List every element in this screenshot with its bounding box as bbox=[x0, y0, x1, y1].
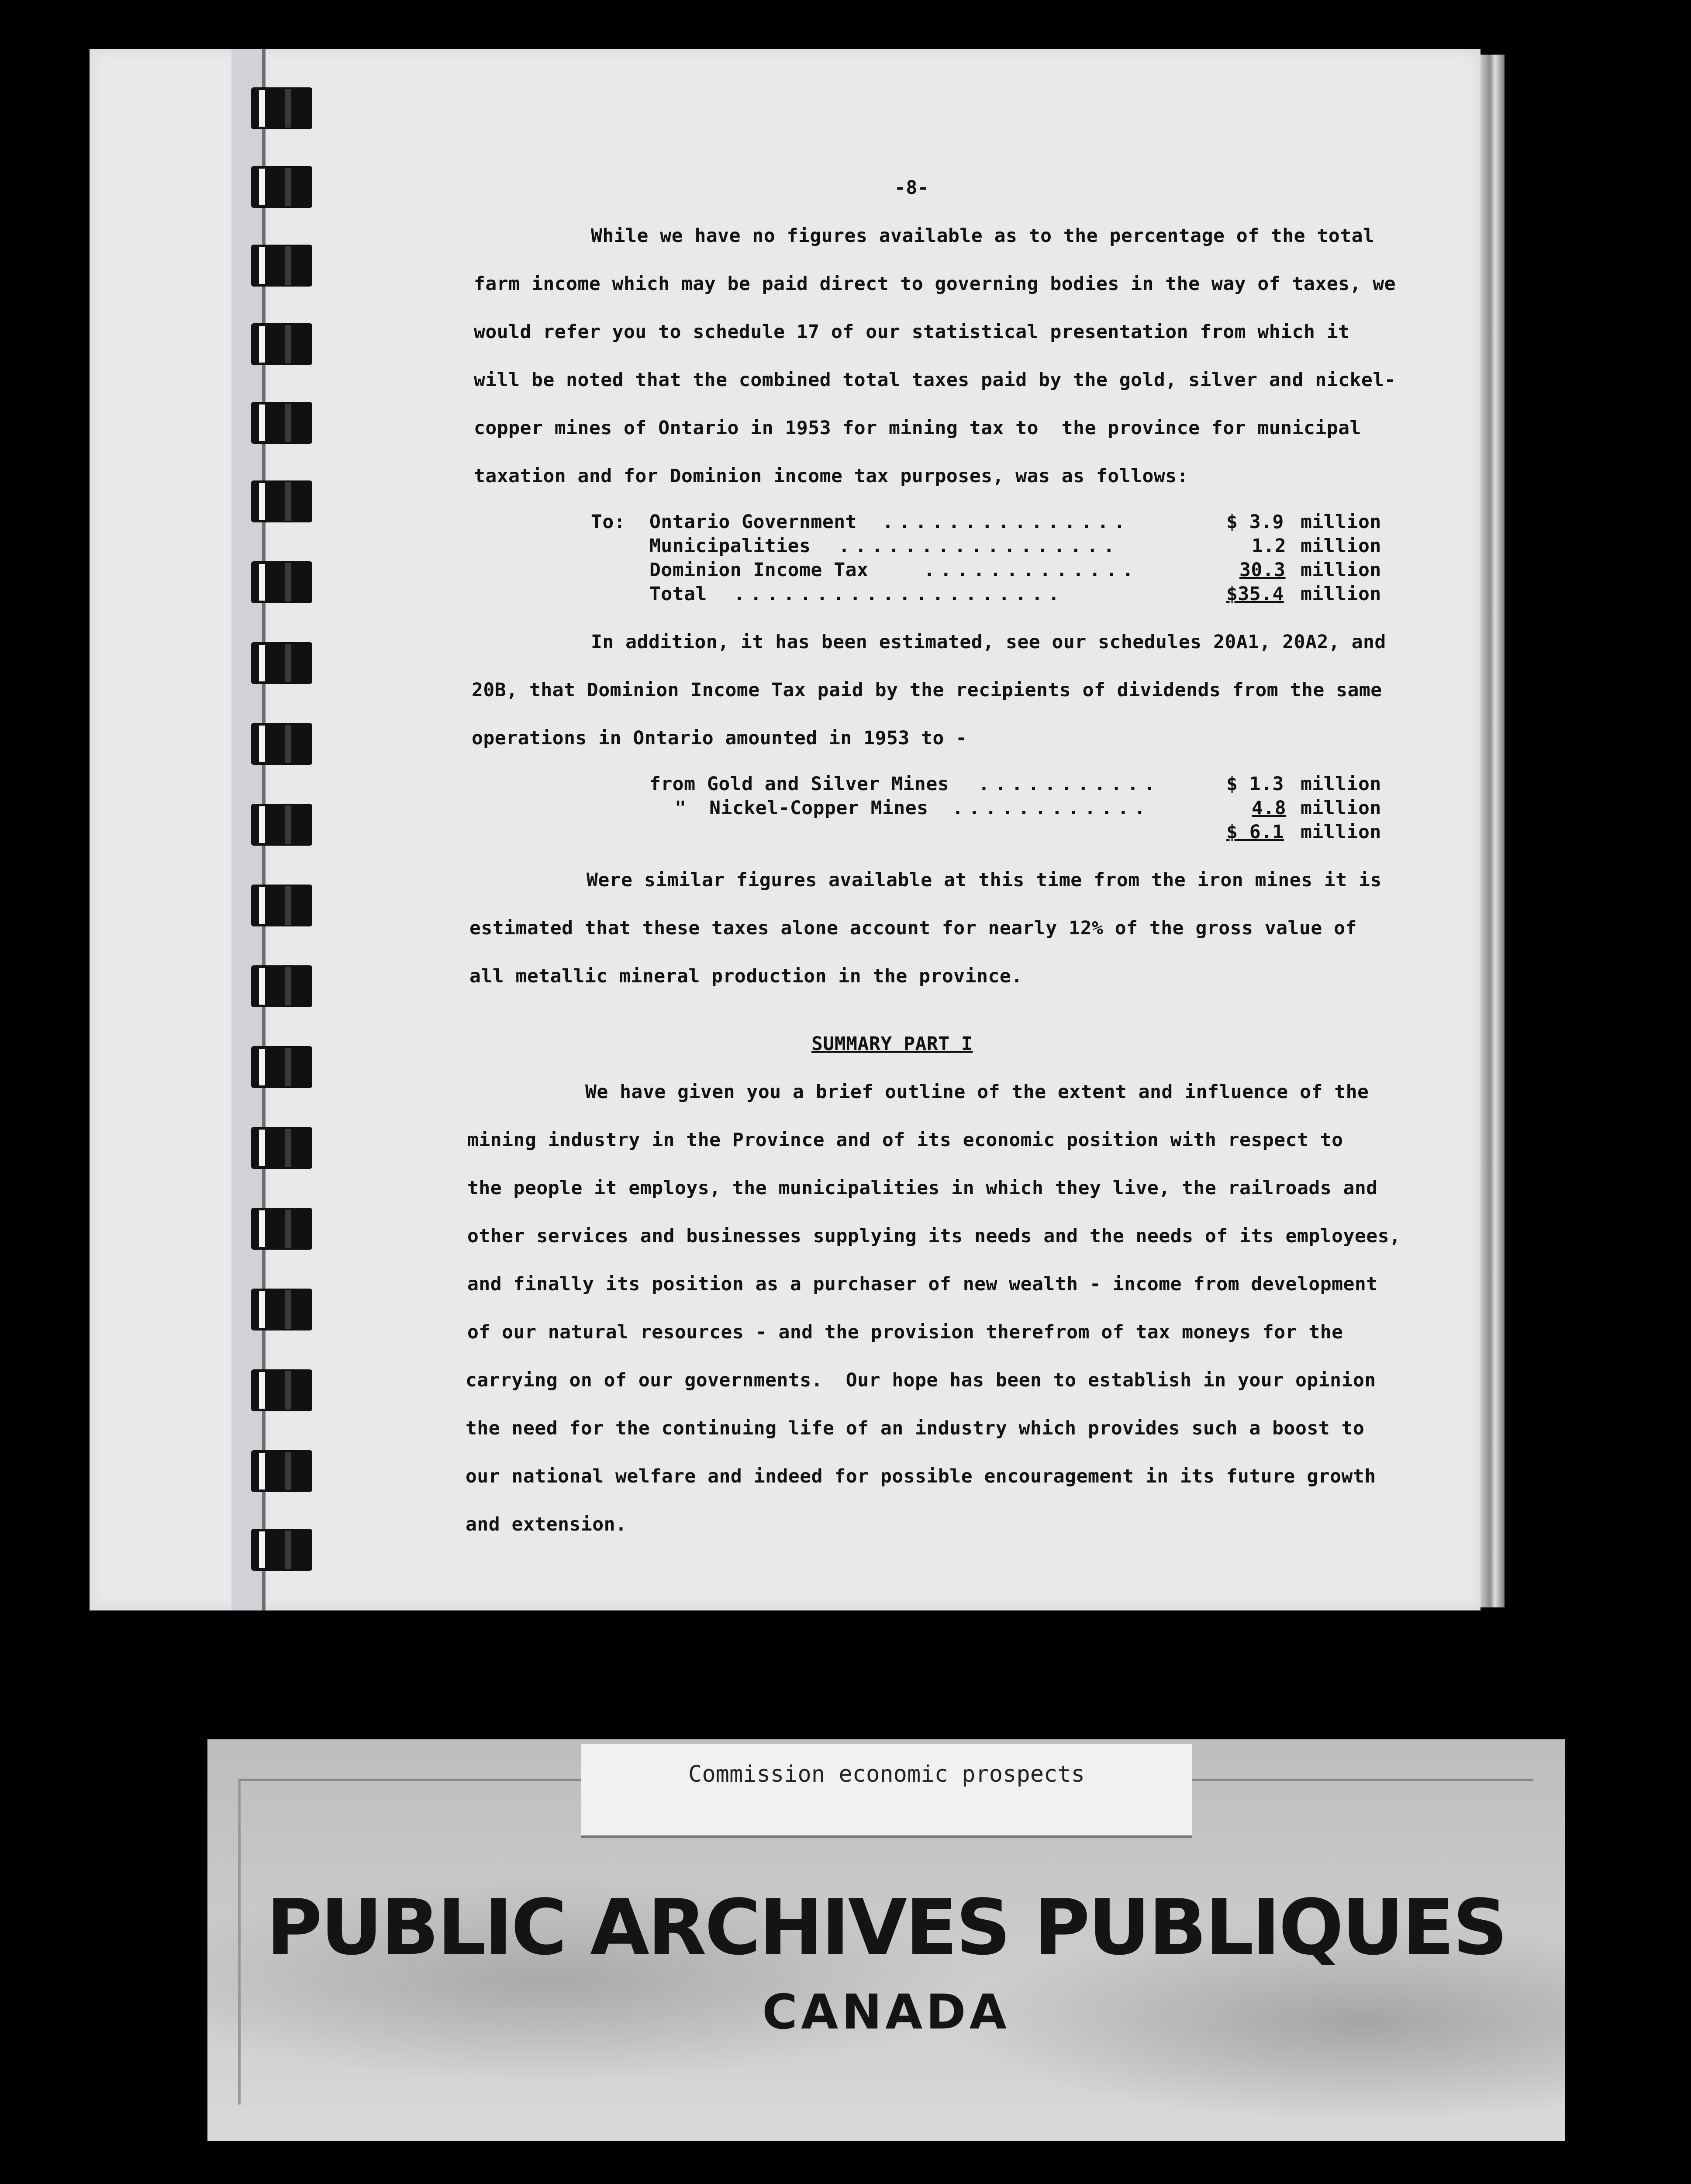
paragraph-line: While we have no figures available as to the percentage of the total bbox=[591, 225, 1375, 247]
archive-stamp bbox=[207, 1739, 1565, 2141]
dot-leader: ........... bbox=[978, 773, 1160, 795]
dot-leader: ............. bbox=[924, 559, 1139, 581]
table-row-label: from Gold and Silver Mines bbox=[649, 773, 949, 795]
table-row-unit: million bbox=[1301, 583, 1381, 605]
paragraph-line: the people it employs, the municipalities in which they live, the railroads and bbox=[467, 1177, 1378, 1199]
table-row-amount: 30.3 bbox=[1239, 559, 1286, 581]
paragraph-line: mining industry in the Province and of its economic position with respect to bbox=[467, 1129, 1343, 1151]
paragraph-line: and extension. bbox=[466, 1514, 627, 1535]
spiral-coil bbox=[251, 642, 312, 684]
paragraph-line: operations in Ontario amounted in 1953 to - bbox=[472, 727, 967, 749]
spiral-coil bbox=[251, 1208, 312, 1250]
spiral-coil bbox=[251, 480, 312, 522]
paragraph-line: 20B, that Dominion Income Tax paid by the recipients of dividends from the same bbox=[472, 679, 1382, 701]
table-row-amount: $ 3.9 bbox=[1226, 511, 1284, 533]
table-row-label: Ontario Government bbox=[649, 511, 857, 533]
table-row-unit: million bbox=[1301, 535, 1381, 557]
spiral-coil bbox=[251, 804, 312, 846]
spiral-coil bbox=[251, 1127, 312, 1169]
spiral-coil bbox=[251, 1450, 312, 1492]
spiral-coil bbox=[251, 245, 312, 287]
table-row-label: " Nickel-Copper Mines bbox=[675, 797, 928, 819]
paragraph-line: the need for the continuing life of an industry which provides such a boost to bbox=[466, 1417, 1365, 1439]
dot-leader: ............... bbox=[882, 511, 1131, 533]
table-row-unit: million bbox=[1301, 773, 1381, 795]
page-edge bbox=[1480, 55, 1505, 1607]
spiral-coil bbox=[251, 323, 312, 365]
archive-label: Commission economic prospects bbox=[688, 1761, 1085, 1787]
table-row-amount: 1.2 bbox=[1252, 535, 1287, 557]
paragraph-line: We have given you a brief outline of the extent and influence of the bbox=[585, 1081, 1369, 1103]
table-total-amount: $ 6.1 bbox=[1226, 821, 1284, 843]
table-row-unit: million bbox=[1301, 821, 1381, 843]
paragraph-line: our national welfare and indeed for possible encouragement in its future growth bbox=[466, 1465, 1376, 1487]
table-row-unit: million bbox=[1301, 511, 1381, 533]
table-row-unit: million bbox=[1301, 559, 1381, 581]
paragraph-line: taxation and for Dominion income tax purposes, was as follows: bbox=[474, 465, 1189, 487]
archive-title: PUBLIC ARCHIVES PUBLIQUES bbox=[266, 1883, 1506, 1972]
table-row-amount: 4.8 bbox=[1252, 797, 1287, 819]
paragraph-line: will be noted that the combined total taxes paid by the gold, silver and nickel- bbox=[474, 369, 1396, 391]
paragraph-line: farm income which may be paid direct to governing bodies in the way of taxes, we bbox=[474, 273, 1396, 295]
paragraph-line: other services and businesses supplying its needs and the needs of its employees, bbox=[467, 1225, 1401, 1247]
table-total-amount: $35.4 bbox=[1226, 583, 1284, 605]
spiral-coil bbox=[251, 723, 312, 765]
paragraph-line: and finally its position as a purchaser of new wealth - income from development bbox=[467, 1273, 1378, 1295]
table-row-label: Municipalities bbox=[649, 535, 811, 557]
paragraph-line: of our natural resources - and the provision therefrom of tax moneys for the bbox=[467, 1321, 1343, 1343]
spiral-coil bbox=[251, 166, 312, 208]
dot-leader: ............ bbox=[952, 797, 1151, 819]
spiral-coil bbox=[251, 402, 312, 444]
spiral-coil bbox=[251, 885, 312, 926]
paragraph-line: would refer you to schedule 17 of our statistical presentation from which it bbox=[474, 321, 1350, 343]
spiral-coil bbox=[251, 965, 312, 1007]
table-row-amount: $ 1.3 bbox=[1226, 773, 1284, 795]
page-number: -8- bbox=[894, 177, 929, 199]
paragraph-line: copper mines of Ontario in 1953 for mining tax to the province for municipal bbox=[474, 417, 1361, 439]
spiral-coil bbox=[251, 1046, 312, 1088]
spiral-coil bbox=[251, 1289, 312, 1330]
archive-label-card bbox=[581, 1744, 1192, 1835]
spiral-coil bbox=[251, 87, 312, 129]
paragraph-line: In addition, it has been estimated, see our schedules 20A1, 20A2, and bbox=[591, 631, 1386, 653]
archive-subtitle: CANADA bbox=[762, 1984, 1010, 2040]
dot-leader: .................... bbox=[734, 583, 1065, 605]
paragraph-line: Were similar figures available at this time from the iron mines it is bbox=[587, 869, 1382, 891]
paragraph-line: estimated that these taxes alone account for nearly 12% of the gross value of bbox=[469, 917, 1357, 939]
spiral-coil bbox=[251, 1369, 312, 1411]
table-row-label: Total bbox=[649, 583, 707, 605]
section-heading: SUMMARY PART I bbox=[811, 1033, 973, 1055]
spiral-coil bbox=[251, 1529, 312, 1571]
spiral-coil bbox=[251, 561, 312, 603]
paragraph-line: all metallic mineral production in the province. bbox=[469, 965, 1023, 987]
table-row-unit: million bbox=[1301, 797, 1381, 819]
table-row-label: Dominion Income Tax bbox=[649, 559, 869, 581]
dot-leader: ................. bbox=[839, 535, 1120, 557]
paragraph-line: carrying on of our governments. Our hope has been to establish in your opinion bbox=[466, 1369, 1376, 1391]
table-prefix: To: bbox=[591, 511, 626, 533]
